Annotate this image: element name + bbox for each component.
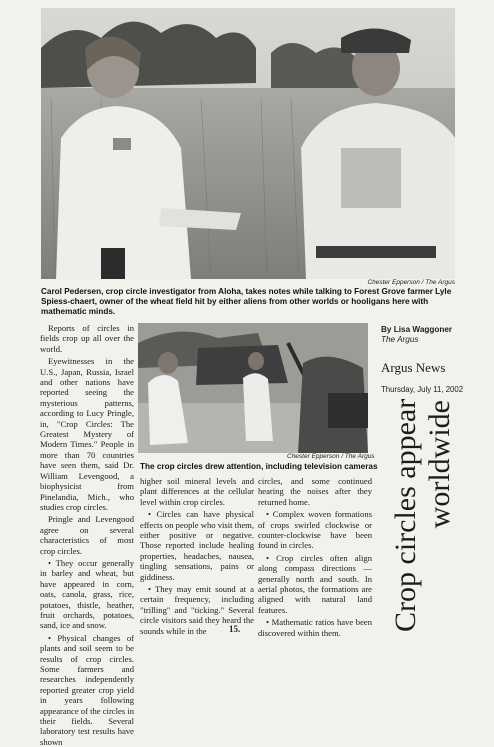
headline-line2: worldwide <box>423 400 456 529</box>
column-3-paragraph: • Complex woven formations of crops swirled clockwise or counter-clockwise have been found in circles. <box>258 509 372 551</box>
page-number: 15. <box>229 624 241 634</box>
column-3-paragraph: circles, and some continued hearing the noises after they returned home. <box>258 476 372 507</box>
byline <box>381 325 452 345</box>
mid-photo <box>138 323 368 453</box>
masthead-name: Argus News <box>381 360 446 375</box>
masthead-date: Thursday, July 11, 2002 <box>381 385 464 394</box>
column-1-paragraph: Reports of circles in fields crop up all over the world. <box>40 323 134 354</box>
column-1-paragraph: • Physical changes of plants and soil seem to be results of crop circles. Some farmers and researches independently reported greater crop yield in years following appearance of the circles in their fields. Several laboratory test results have shown <box>40 632 134 747</box>
top-photo-credit: Chester Epperson / The Argus <box>367 279 455 286</box>
headline <box>378 400 468 632</box>
headline-line1: Crop circles appear <box>389 398 422 632</box>
byline-outlet: The Argus <box>381 335 419 344</box>
column-2-paragraph: • Circles can have physical effects on people who visit them, either positive or negative. Those reported include healing properties, headaches, nausea, tingling sensations, pains or giddiness. <box>140 509 254 582</box>
column-3-paragraph: • Mathematic ratios have been discovered within them. <box>258 617 372 638</box>
column-2-paragraph: higher soil mineral levels and plant differences at the cellular level within crop circles. <box>140 476 254 507</box>
crowd-photo <box>138 323 368 453</box>
wheat-field-photo <box>41 8 455 279</box>
column-2-paragraph: • They may emit sound at a certain frequency, including "trilling" and "ticking." Several circle visitors said they heard the sounds while in the <box>140 584 254 636</box>
mid-photo-caption: The crop circles drew attention, including television cameras <box>140 462 378 471</box>
column-1-paragraph: Pringle and Levengood agree on several characteristics of most crop circles. <box>40 514 134 556</box>
byline-author: By Lisa Waggoner <box>381 325 453 334</box>
column-1-paragraph: • They occur generally in barley and wheat, but have appeared in corn, oats, canola, grass, rice, potatoes, thistle, heather, fruit orchards, potatoes, sand, ice and snow. <box>40 557 134 631</box>
mid-photo-credit: Chester Epperson / The Argus <box>287 453 375 460</box>
article-column-1 <box>40 323 134 747</box>
column-3-paragraph: • Crop circles often align along compass directions — generally north and south. In aerial photos, the formations are aligned with natural land features. <box>258 552 372 615</box>
top-photo <box>41 8 455 279</box>
column-1-paragraph: Eyewitnesses in the U.S., Japan, Russia, Israel and other nations have reported seeing the mysterious patterns, according to Lucy Pringle, in, "Crop Circles: The Greatest Mystery of Modern Times." People in more than 70 countries have seen them, said Dr. William Levengood, a biophysicist from Pinelandia, Mich., who studies crop circles. <box>40 356 134 512</box>
top-photo-caption: Carol Pedersen, crop circle investigator from Aloha, takes notes while talking to Forest Grove farmer Lyle Spiess-chaert, owner of the wheat field hit by either aliens from other worlds or hooligans here with mathematic minds. <box>41 287 452 316</box>
article-column-3 <box>258 476 372 638</box>
